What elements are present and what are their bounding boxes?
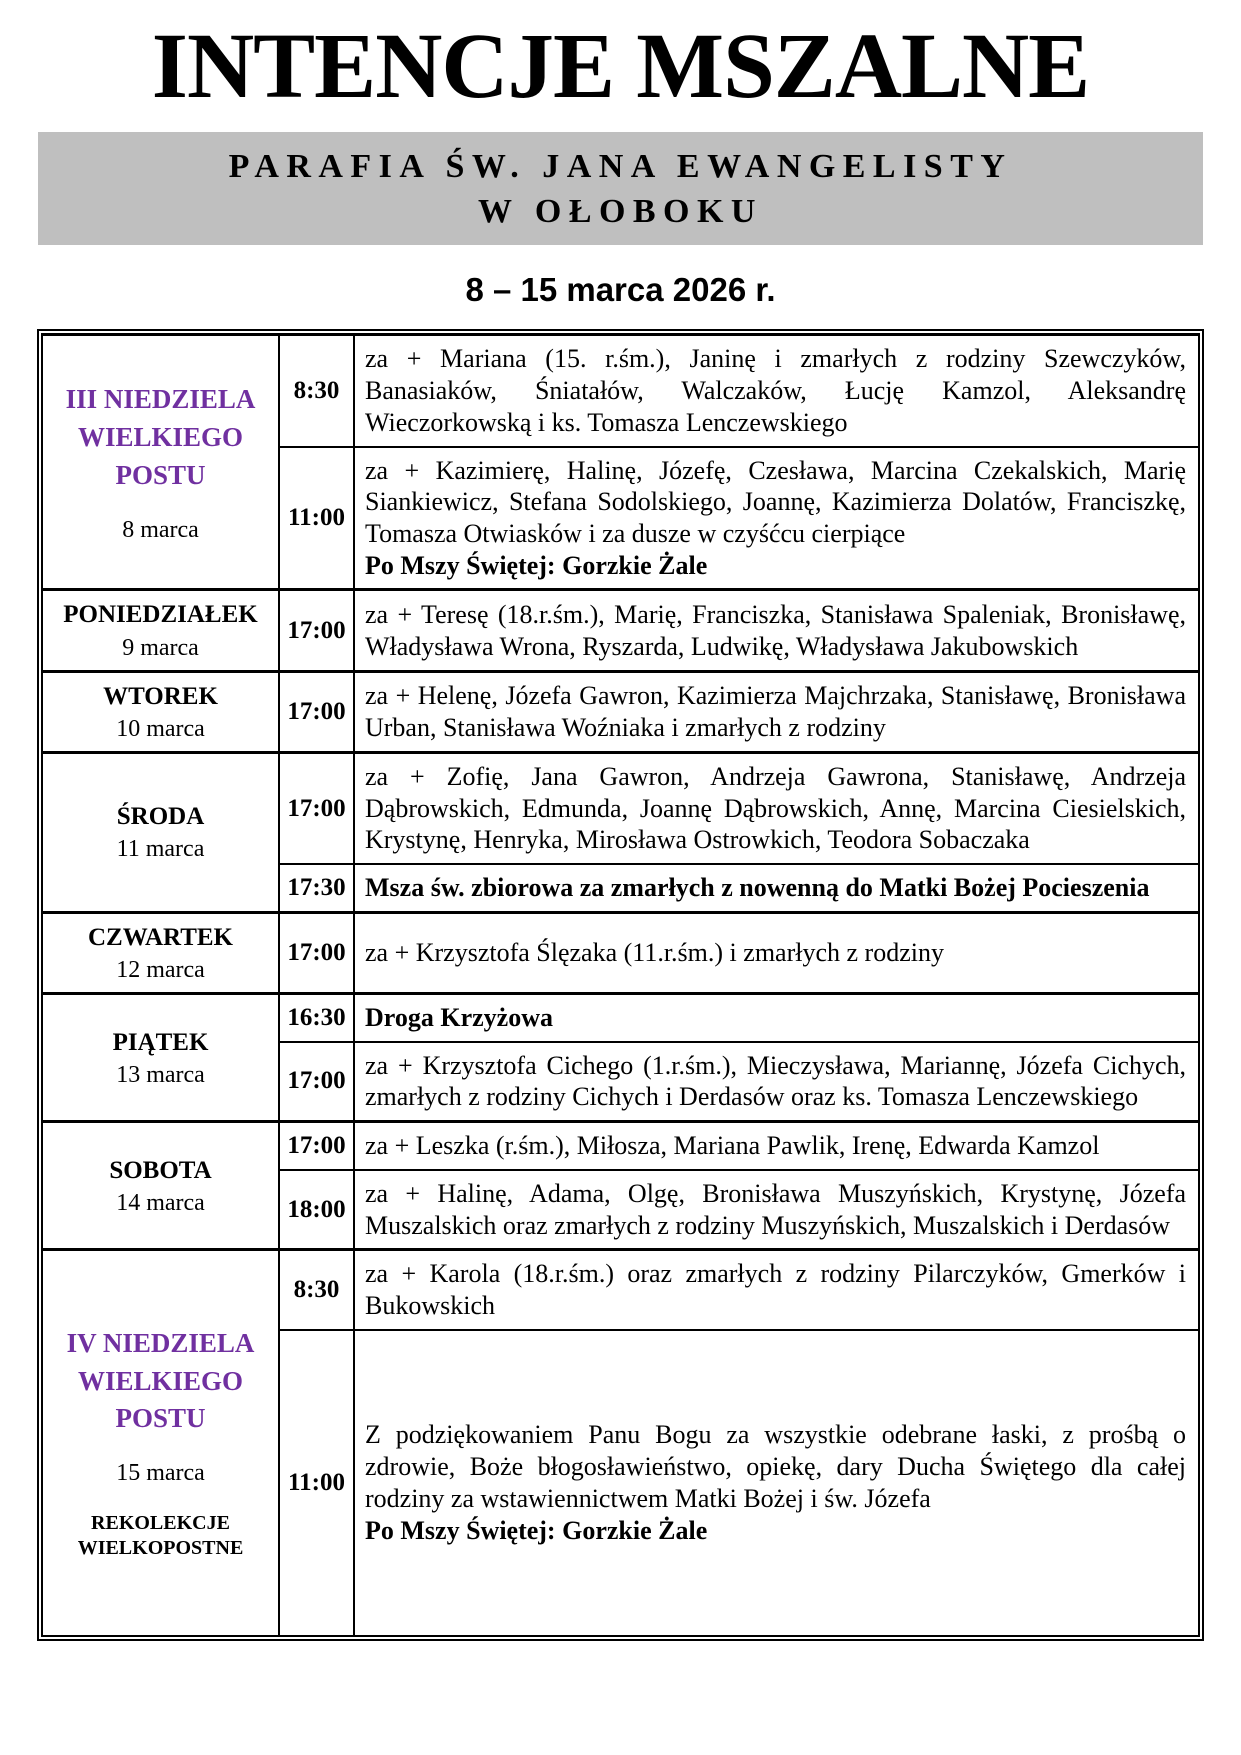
mass-time: 17:00 <box>279 912 354 993</box>
mass-intention-text: Droga Krzyżowa <box>365 1003 553 1033</box>
mass-intention-text: za + Krzysztofa Ślęzaka (11.r.śm.) i zmarłych z rodziny <box>365 938 944 968</box>
mass-intention-cell <box>354 912 1199 993</box>
day-date: 15 marca <box>116 1460 205 1487</box>
mass-intention-text: za + Teresę (18.r.śm.), Marię, Franciszka, Stanisława Spaleniak, Bronisławę, Władysława Wrona, Ryszarda, Ludwikę, Władysława Jakubowskich <box>365 599 1186 661</box>
mass-intention-text: za + Zofię, Jana Gawron, Andrzeja Gawrona, Stanisławę, Andrzeja Dąbrowskich, Edmunda, Joannę Dąbrowskich, Annę, Marcina Ciesielskich, Krystynę, Henryka, Mirosława Ostrowkich, Teodora Sobaczaka <box>365 761 1186 855</box>
after-mass-note: Po Mszy Świętej: Gorzkie Żale <box>365 550 708 580</box>
date-range: 8 – 15 marca 2026 r. <box>465 271 776 309</box>
mass-row <box>42 1250 1199 1330</box>
mass-row <box>42 590 1199 671</box>
mass-row <box>42 671 1199 752</box>
day-name: III NIEDZIELA WIELKIEGO POSTU <box>65 384 256 490</box>
day-cell <box>42 1250 279 1636</box>
mass-row <box>42 994 1199 1042</box>
mass-intention-cell <box>354 864 1199 912</box>
mass-intention-cell <box>354 1042 1199 1122</box>
page-title: INTENCJE MSZALNE <box>151 15 1090 118</box>
mass-intention-cell <box>354 994 1199 1042</box>
day-name: CZWARTEK <box>88 923 233 951</box>
mass-row <box>42 1122 1199 1170</box>
mass-intention-cell <box>354 590 1199 671</box>
mass-intention-text: za + Leszka (r.śm.), Miłosza, Mariana Pawlik, Irenę, Edwarda Kamzol <box>365 1131 1100 1161</box>
day-date: 12 marca <box>116 957 205 984</box>
day-name: WTOREK <box>103 682 218 710</box>
day-name: SOBOTA <box>109 1156 212 1184</box>
day-cell <box>42 752 279 912</box>
day-date: 9 marca <box>122 634 199 661</box>
schedule-table <box>41 333 1200 1636</box>
mass-time: 17:00 <box>279 1122 354 1170</box>
day-cell <box>42 994 279 1122</box>
day-cell <box>42 1122 279 1250</box>
day-cell <box>42 671 279 752</box>
mass-intention-cell <box>354 1330 1199 1636</box>
day-date: 10 marca <box>116 715 205 742</box>
mass-time: 17:00 <box>279 590 354 671</box>
mass-intention-cell <box>354 1122 1199 1170</box>
mass-time: 8:30 <box>279 1250 354 1330</box>
mass-time: 18:00 <box>279 1170 354 1250</box>
day-name: PONIEDZIAŁEK <box>63 601 258 629</box>
day-date: 14 marca <box>116 1189 205 1216</box>
day-name: ŚRODA <box>116 803 205 831</box>
day-cell <box>42 590 279 671</box>
parish-name-line1: PARAFIA ŚW. JANA EWANGELISTY <box>228 147 1013 185</box>
day-cell <box>42 335 279 590</box>
mass-intention-text: za + Krzysztofa Cichego (1.r.śm.), Mieczysława, Mariannę, Józefa Cichych, zmarłych z rodziny Cichych i Derdasów oraz ks. Tomasza Lenczewskiego <box>365 1050 1186 1112</box>
mass-intention-text: za + Karola (18.r.śm.) oraz zmarłych z rodziny Pilarczyków, Gmerków i Bukowskich <box>365 1259 1186 1321</box>
mass-intention-cell <box>354 752 1199 864</box>
schedule-table-frame <box>37 329 1204 1640</box>
mass-intention-cell <box>354 1170 1199 1250</box>
mass-intention-text: za + Helenę, Józefa Gawron, Kazimierza Majchrzaka, Stanisławę, Bronisława Urban, Stanisława Woźniaka i zmarłych z rodziny <box>365 681 1186 742</box>
day-date: 11 marca <box>116 836 205 863</box>
mass-intention-cell <box>354 671 1199 752</box>
mass-time: 11:00 <box>279 447 354 590</box>
mass-intention-cell <box>354 1250 1199 1330</box>
day-extra-note: REKOLEKCJE WIELKOPOSTNE <box>77 1512 244 1560</box>
mass-intention-cell <box>354 335 1199 447</box>
mass-intention-text: Msza św. zbiorowa za zmarłych z nowenną do Matki Bożej Pocieszenia <box>365 873 1150 903</box>
mass-row <box>42 752 1199 864</box>
after-mass-note: Po Mszy Świętej: Gorzkie Żale <box>365 1515 708 1545</box>
mass-row <box>42 912 1199 993</box>
mass-intention-text: Z podziękowaniem Panu Bogu za wszystkie odebrane łaski, z prośbą o zdrowie, Boże błogosławieństwo, opiekę, dary Ducha Świętego dla całej rodziny za wstawiennictwem Matki Bożej i św. Józefa <box>365 1420 1186 1513</box>
mass-time: 17:00 <box>279 1042 354 1122</box>
mass-time: 8:30 <box>279 335 354 447</box>
mass-time: 17:00 <box>279 671 354 752</box>
mass-intention-text: za + Mariana (15. r.śm.), Janinę i zmarłych z rodziny Szewczyków, Banasiaków, Śniatałów, Walczaków, Łucję Kamzol, Aleksandrę Wieczorkowską i ks. Tomasza Lenczewskiego <box>365 344 1186 437</box>
mass-time: 11:00 <box>279 1330 354 1636</box>
mass-intention-text: za + Halinę, Adama, Olgę, Bronisława Muszyńskich, Krystynę, Józefa Muszalskich oraz zmarłych z rodziny Muszyńskich, Muszalskich i Derdasów <box>365 1178 1186 1240</box>
schedule-body <box>42 335 1199 1636</box>
day-cell <box>42 912 279 993</box>
day-date: 8 marca <box>122 516 199 543</box>
day-date: 13 marca <box>116 1061 205 1088</box>
parish-banner <box>38 132 1203 246</box>
mass-time: 16:30 <box>279 994 354 1042</box>
mass-row <box>42 335 1199 447</box>
day-name: IV NIEDZIELA WIELKIEGO POSTU <box>66 1327 255 1434</box>
parish-name-line2: W OŁOBOKU <box>478 192 763 230</box>
mass-time: 17:00 <box>279 752 354 864</box>
day-name: PIĄTEK <box>112 1028 209 1056</box>
mass-intention-cell <box>354 447 1199 590</box>
mass-intention-text: za + Kazimierę, Halinę, Józefę, Czesława, Marcina Czekalskich, Marię Siankiewicz, Stefana Sodolskiego, Joannę, Kazimierza Dolatów, Franciszkę, Tomasza Otwiasków i za dusze w czyśćcu cierpiące <box>365 455 1186 548</box>
mass-time: 17:30 <box>279 864 354 912</box>
